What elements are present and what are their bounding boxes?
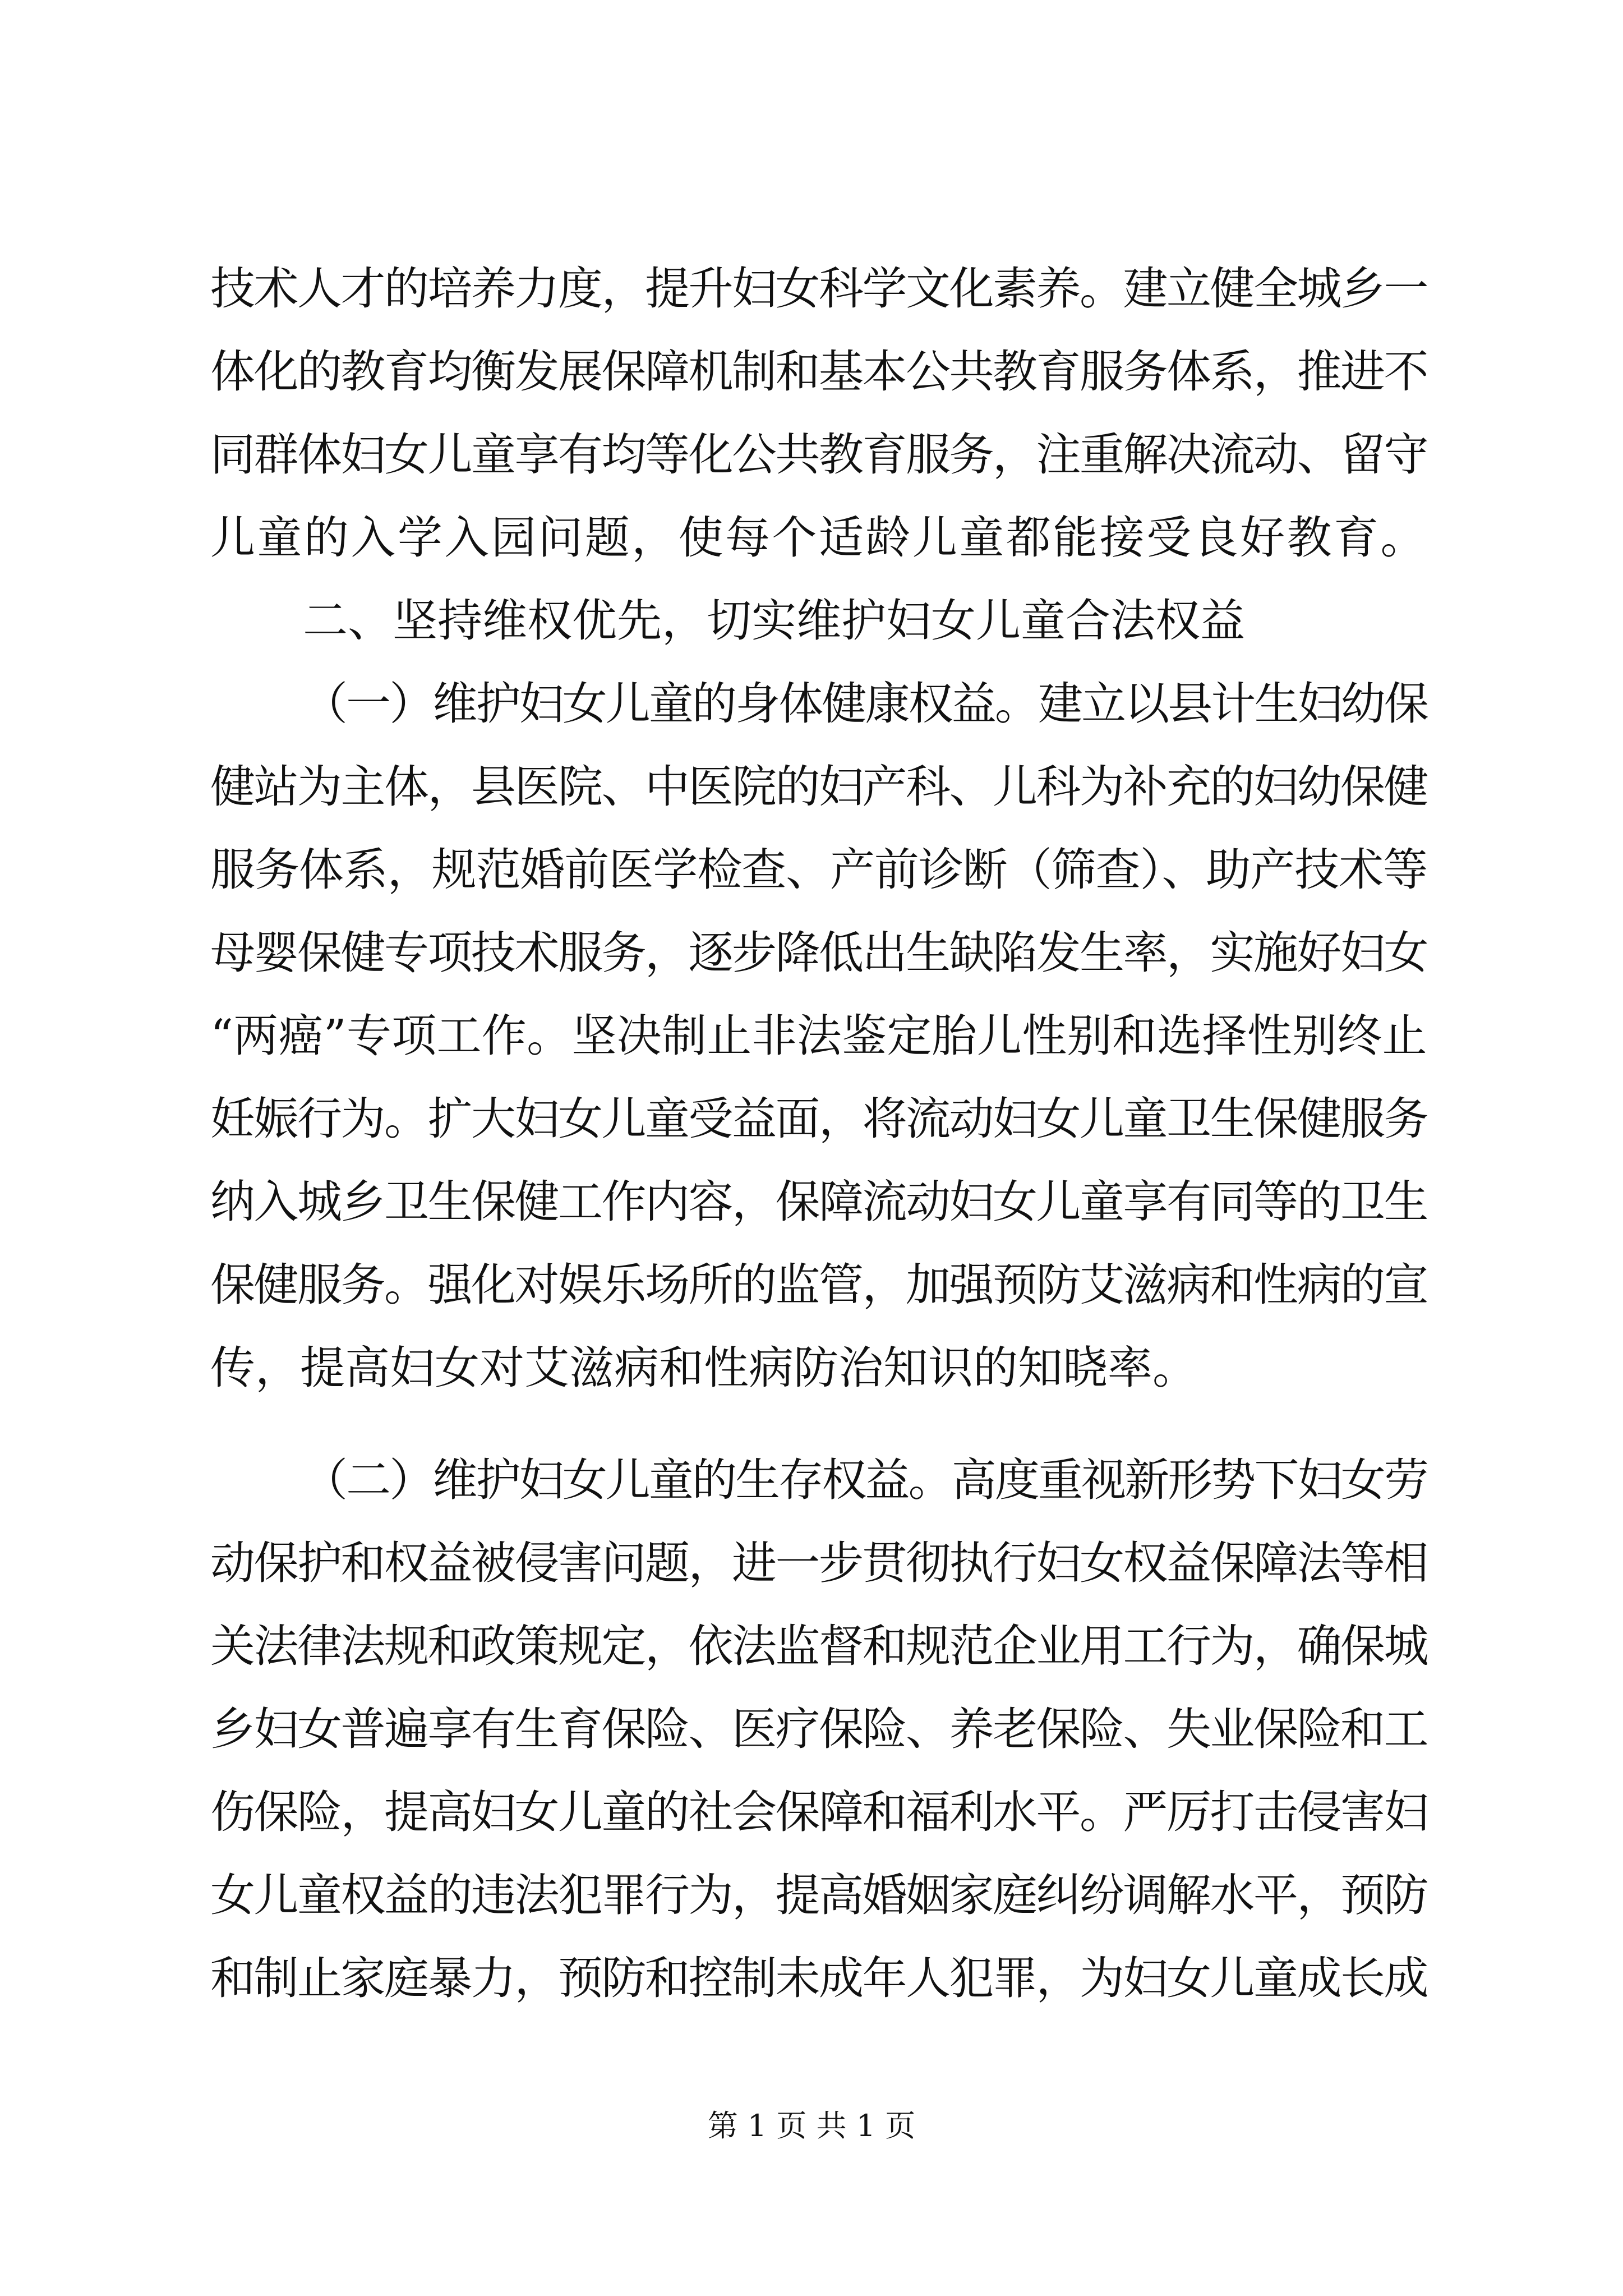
body-text-line: 妊娠行为。扩大妇女儿童受益面，将流动妇女儿童卫生保健服务 xyxy=(210,1093,1427,1145)
section-heading: 二、坚持维权优先，切实维护妇女儿童合法权益 xyxy=(303,595,1245,647)
body-text-line: 保健服务。强化对娱乐场所的监管，加强预防艾滋病和性病的宣 xyxy=(210,1259,1427,1311)
body-text-line: 伤保险，提高妇女儿童的社会保障和福利水平。严厉打击侵害妇 xyxy=(210,1786,1427,1838)
body-text-line: 健站为主体，县医院、中医院的妇产科、儿科为补充的妇幼保健 xyxy=(210,761,1427,813)
body-text-line: 体化的教育均衡发展保障机制和基本公共教育服务体系，推进不 xyxy=(210,346,1427,398)
page-footer: 第 1 页 共 1 页 xyxy=(707,2108,916,2143)
body-text-line: 同群体妇女儿童享有均等化公共教育服务，注重解决流动、留守 xyxy=(210,429,1427,481)
body-text-line: 儿童的入学入园问题，使每个适龄儿童都能接受良好教育。 xyxy=(210,512,1427,564)
body-text-line: 服务体系，规范婚前医学检查、产前诊断（筛查）、助产技术等 xyxy=(210,844,1427,896)
body-text-line: “两癌”专项工作。坚决制止非法鉴定胎儿性别和选择性别终止 xyxy=(210,1010,1427,1062)
body-text-line: （一）维护妇女儿童的身体健康权益。建立以县计生妇幼保 xyxy=(303,678,1427,730)
body-text-line: 乡妇女普遍享有生育保险、医疗保险、养老保险、失业保险和工 xyxy=(210,1703,1427,1755)
body-text-line: 技术人才的培养力度，提升妇女科学文化素养。建立健全城乡一 xyxy=(210,263,1427,315)
body-text-line: 和制止家庭暴力，预防和控制未成年人犯罪，为妇女儿童成长成 xyxy=(210,1952,1427,2004)
body-text-line: （二）维护妇女儿童的生存权益。高度重视新形势下妇女劳 xyxy=(303,1454,1427,1506)
body-text-line: 动保护和权益被侵害问题，进一步贯彻执行妇女权益保障法等相 xyxy=(210,1537,1427,1589)
body-text-line: 母婴保健专项技术服务，逐步降低出生缺陷发生率，实施好妇女 xyxy=(210,927,1427,979)
body-text-line: 纳入城乡卫生保健工作内容，保障流动妇女儿童享有同等的卫生 xyxy=(210,1176,1427,1228)
body-text-line: 传，提高妇女对艾滋病和性病防治知识的知晓率。 xyxy=(210,1342,1197,1394)
body-text-line: 关法律法规和政策规定，依法监督和规范企业用工行为，确保城 xyxy=(210,1620,1427,1672)
body-text-line: 女儿童权益的违法犯罪行为，提高婚姻家庭纠纷调解水平，预防 xyxy=(210,1869,1427,1921)
